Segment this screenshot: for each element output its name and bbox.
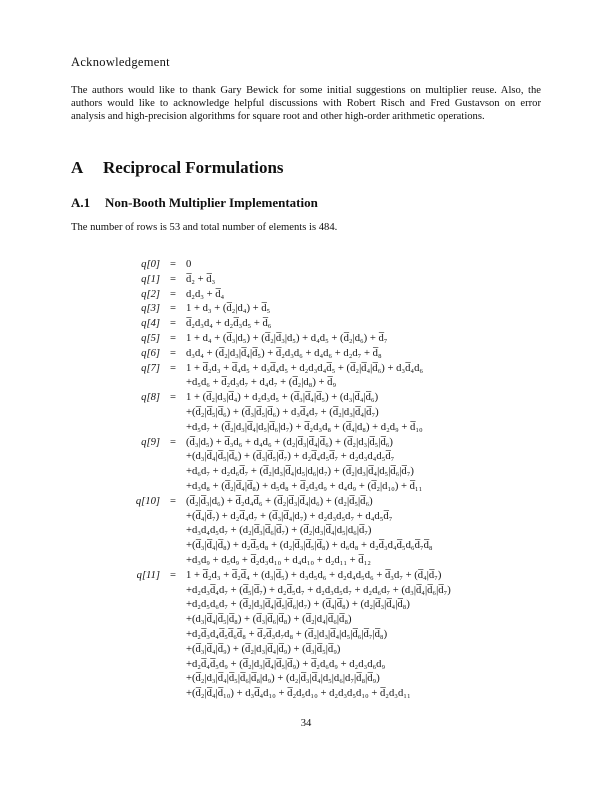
equation-line: 1 + d̅₂d₃ + d̅₂d̅₄ + (d₃|d̅₅) + d₃d₅d₆ + d₂d₄d₅d₆ + d̅₃d₇ + (d̅₄|d̅₇) [186,569,442,581]
equation-line: +d₅d₆ + d̅₂d₃d₇ + d₄d₇ + (d̅₂|d₈) + d̅₉ [186,377,337,389]
subsection-title: Non-Booth Multiplier Implementation [105,195,318,210]
equation-label: q[0] [141,259,160,270]
equation-line: +d₃d₈ + (d̅₂|d̅₄|d̅₈) + d₅d₈ + d̅₂d₃d₉ + d₄d₉ + (d̅₂|d₁₀) + d̅₁₁ [186,480,423,492]
equation-line: +(d̅₂|d̅₅|d̅₆) + (d̅₃|d̅₅|d̅₆) + d₃d̅₄d₇ + (d̅₂|d₃|d̅₄|d̅₇) [186,406,379,418]
equation-line: d̅₂d₃d₄ + d₂d̅₃d₅ + d̅₆ [186,318,272,330]
equation-line: 1 + (d̅₂|d₃|d̅₄) + d₂d₃d₅ + (d̅₃|d̅₄|d̅₅) + (d₃|d̅₄|d̅₆) [186,392,379,404]
equation-rhs [186,302,612,317]
equals-sign: = [170,392,176,404]
equation-line: +(d̅₂|d̅₄|d̅₁₀) + d₃d̅₄d₁₀ + d̅₂d₅d₁₀ + d₂d₃d₅d₁₀ + d̅₂d₃d₁₁ [186,688,411,700]
equation-label: q[5] [141,332,160,344]
equals-sign: = [170,332,176,344]
equation-line: 1 + d₃ + (d̅₂|d₄) + d̅₅ [186,303,271,315]
equation-line: +(d̅₄|d̅₇) + d₂d̅₄d₇ + (d̅₃|d̅₄|d₇) + d₂d₃d₅d₇ + d₄d₅d̅₇ [186,510,393,522]
equation-line: +d₅d₇ + (d̅₂|d₃|d̅₄|d₅|d̅₆|d₇) + d̅₂d₃d₈ + (d̅₄|d₈) + d₂d₉ + d̅₁₀ [186,421,423,433]
subsection-number: A.1 [71,195,91,210]
equation-row [0,273,612,288]
equation-label: q[4] [141,318,160,330]
equation-rhs [186,332,612,347]
equation-row [0,302,612,317]
equation-row [0,436,612,495]
equation-rhs [186,288,612,303]
equation-rhs [186,495,612,569]
equation-line: 0 [186,259,192,270]
equation-label: q[6] [141,347,160,359]
equation-line: +d₆d₇ + d₂d₆d̅₇ + (d̅₂|d₃|d̅₄|d₅|d₆|d₇) + (d̅₂|d₃|d̅₄|d₅|d̅₆|d̅₇) [186,466,414,478]
equation-row [0,569,612,702]
equals-sign: = [170,569,176,581]
section-number: A [71,158,84,177]
equation-line: 1 + d̅₂d₃ + d̅₄d₅ + d₃d̅₄d₅ + d₂d₃d₄d̅₅ + (d̅₂|d̅₄|d̅₆) + d₃d̅₄d₆ [186,362,424,374]
equation-array [0,258,612,702]
equation-row [0,258,612,273]
equation-label: q[7] [141,362,160,374]
equation-line: 1 + d₄ + (d̅₃|d₅) + (d̅₂|d̅₃|d₅) + d₄d₅ + (d̅₂|d₆) + d̅₇ [186,332,388,344]
equals-sign: = [170,362,176,374]
equation-line: +d₃d₄d₅d₇ + (d₂|d̅₃|d̅₆|d̅₇) + (d̅₂|d₃|d̅₄|d₅|d₆|d̅₇) [186,525,372,537]
equals-sign: = [170,347,176,359]
equation-line: +(d₃|d̅₄|d̅₅|d̅₆) + (d̅₃|d̅₅|d̅₇) + d₂d̅₄d₅d̅₇ + d₂d₃d₄d₅d̅₇ [186,451,395,463]
equation-row [0,347,612,362]
equals-sign: = [170,303,176,315]
equation-row [0,362,612,392]
acknowledgement-paragraph: The authors would like to thank Gary Bewick for some initial suggestions on multiplier reuse. Also, the authors would like to acknowledge helpful discussions with Robert Risch and Fred Gustavson on error analysis and high-precision algorithms for square root and other high-order arithmetic operations. [71,85,541,122]
equals-sign: = [170,318,176,330]
section-title: Reciprocal Formulations [103,158,284,177]
equation-rhs [186,273,612,288]
equation-row [0,288,612,303]
equation-rhs [186,258,612,273]
equation-line: +d₂d̅₄d̅₅d₉ + (d̅₂|d₃|d̅₄|d̅₅|d̅₉) + d̅₂d₆d₉ + d₂d₃d₆d₉ [186,658,386,670]
equation-label: q[11] [136,569,160,581]
equals-sign: = [170,436,176,448]
equation-rhs [186,436,612,495]
equation-line: +(d₃|d̅₄|d̅₅|d̅₈) + (d̅₃|d̅₆|d̅₈) + (d̅₂|d₄|d̅₆|d̅₈) [186,614,352,626]
subsection-heading [71,195,318,211]
equation-rhs [186,362,612,392]
equals-sign: = [170,273,176,285]
equation-row [0,332,612,347]
equation-rhs [186,569,612,702]
equals-sign: = [170,495,176,507]
page-number: 34 [300,718,312,729]
equation-line: +d₂d₅d₆d₇ + (d̅₂|d₃|d̅₄|d̅₅|d̅₆|d₇) + (d̅₄|d̅₈) + (d₂|d̅₃|d̅₄|d̅₈) [186,599,410,611]
equation-label: q[8] [141,392,160,404]
equation-line: +d₂d₃d̅₄d₇ + (d̅₅|d̅₇) + d₂d̅₅d₇ + d₂d₃d₅d₇ + d₂d₆d₇ + (d₃|d̅₄|d̅₆|d̅₇) [186,584,451,596]
acknowledgement-heading: Acknowledgement [71,55,170,69]
equation-line: +(d̅₃|d̅₄|d̅₉) + (d̅₂|d₃|d̅₄|d̅₉) + (d̅₃|d̅₅|d̅₉) [186,643,341,655]
equation-label: q[10] [135,495,160,507]
equation-row [0,317,612,332]
equation-line: d₂d₃ + d̅₄ [186,288,225,300]
equals-sign: = [170,259,176,270]
equals-sign: = [170,288,176,300]
rows-summary-text: The number of rows is 53 and total number of elements is 484. [71,222,338,233]
equation-line: d̅₂ + d̅₃ [186,273,216,285]
equation-label: q[2] [141,288,160,300]
equation-line: (d̅₃|d₅) + d̅₃d₆ + d₄d₆ + (d₂|d̅₃|d̅₄|d̅₆) + (d̅₂|d₃|d̅₅|d̅₆) [186,436,393,448]
equation-line: +(d̅₂|d₃|d̅₄|d̅₅|d̅₆|d̅₈|d₉) + (d₂|d̅₃|d̅₄|d₅|d₆|d₇|d̅₈|d̅₉) [186,673,380,685]
section-heading [71,158,284,178]
equation-line: d₃d₄ + (d̅₂|d₃|d̅₄|d̅₅) + d̅₂d₃d₆ + d₄d₆ + d₂d₇ + d̅₈ [186,347,382,359]
equation-rhs [186,347,612,362]
equation-label: q[3] [141,303,160,315]
equation-row [0,495,612,569]
equation-line: +(d̅₃|d̅₄|d̅₈) + d₂d̅₅d₈ + (d₂|d̅₃|d̅₅|d̅₈) + d₆d₈ + d₂d̅₃d₄d̅₅d₆d̅₇d̅₈ [186,540,433,552]
equation-line: (d̅₂|d̅₃|d₆) + d̅₂d₄d̅₆ + (d̅₂|d̅₃|d̅₄|d₆) + (d₂|d̅₅|d̅₆) [186,495,373,507]
equation-line: +d₂d̅₃d₄d̅₅d̅₆d̅₈ + d̅₂d̅₃d₇d₈ + (d̅₂|d₃|d̅₄|d₅|d̅₆|d̅₇|d̅₈) [186,628,388,640]
equation-label: q[1] [141,273,160,285]
equation-line: +d₃d₉ + d₅d₉ + d̅₂d₃d₁₀ + d₄d₁₀ + d₂d₁₁ + d̅₁₂ [186,554,371,566]
equation-rhs [186,391,612,435]
equation-row [0,391,612,435]
equation-label: q[9] [141,436,160,448]
equation-rhs [186,317,612,332]
